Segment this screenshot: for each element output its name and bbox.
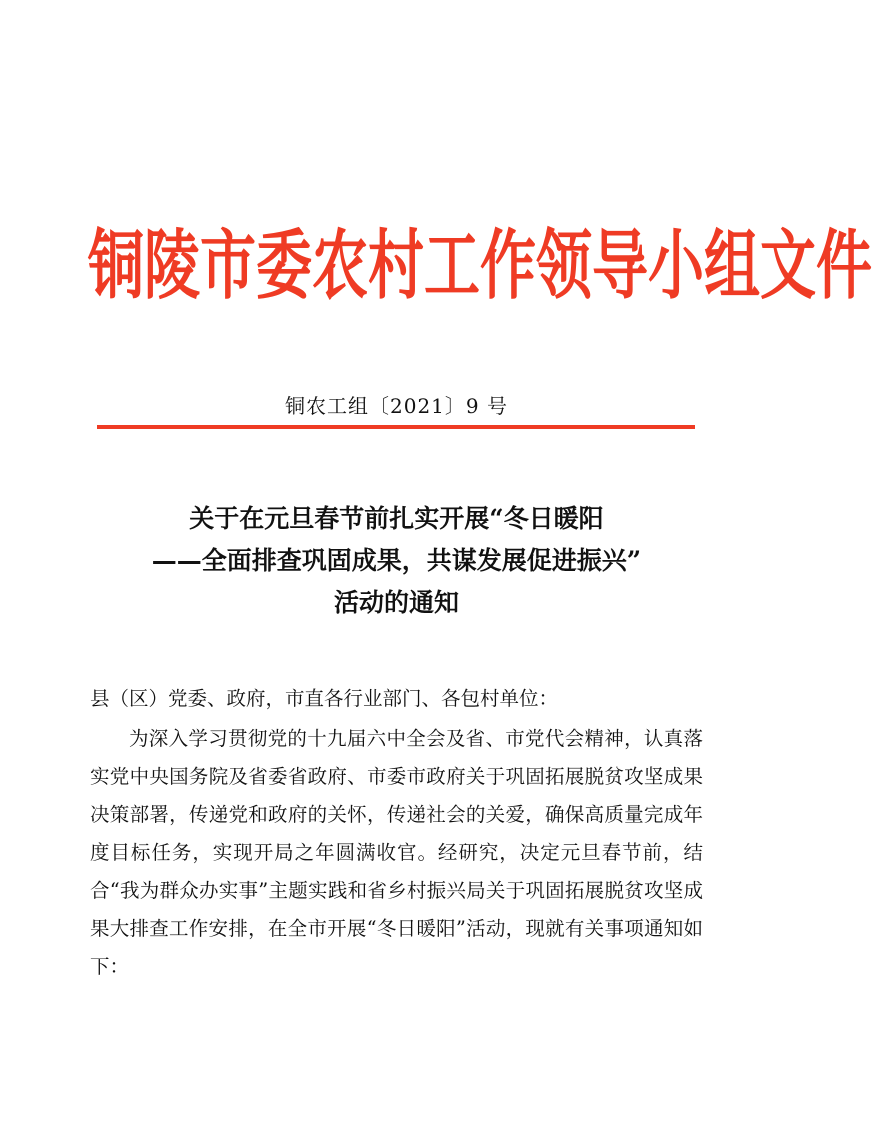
masthead-title: 铜陵市委农村工作领导小组文件	[88, 221, 872, 311]
notice-title-line-3: 活动的通知	[333, 588, 459, 617]
red-separator-line	[97, 425, 695, 429]
document-body	[90, 680, 703, 986]
salutation: 县（区）党委、政府，市直各行业部门、各包村单位：	[90, 687, 559, 710]
body-paragraph: 为深入学习贯彻党的十九届六中全会及省、市党代会精神，认真落实党中央国务院及省委省政府、市委市政府关于巩固拓展脱贫攻坚成果决策部署，传递党和政府的关怀，传递社会的关爱，确保高质量完成年度目标任务，实现开局之年圆满收官。经研究，决定元旦春节前，结合“我为群众办实事”主题实践和省乡村振兴局关于巩固拓展脱贫攻坚成果大排查工作安排，在全市开展“冬日暖阳”活动，现就有关事项通知如下：	[90, 727, 703, 978]
notice-title-line-2: ——全面排查巩固成果，共谋发展促进振兴”	[151, 546, 642, 575]
document-number: 铜农工组〔2021〕9 号	[285, 394, 508, 418]
notice-title-line-1: 关于在元旦春节前扎实开展“冬日暖阳	[189, 504, 604, 533]
notice-title	[90, 498, 703, 624]
